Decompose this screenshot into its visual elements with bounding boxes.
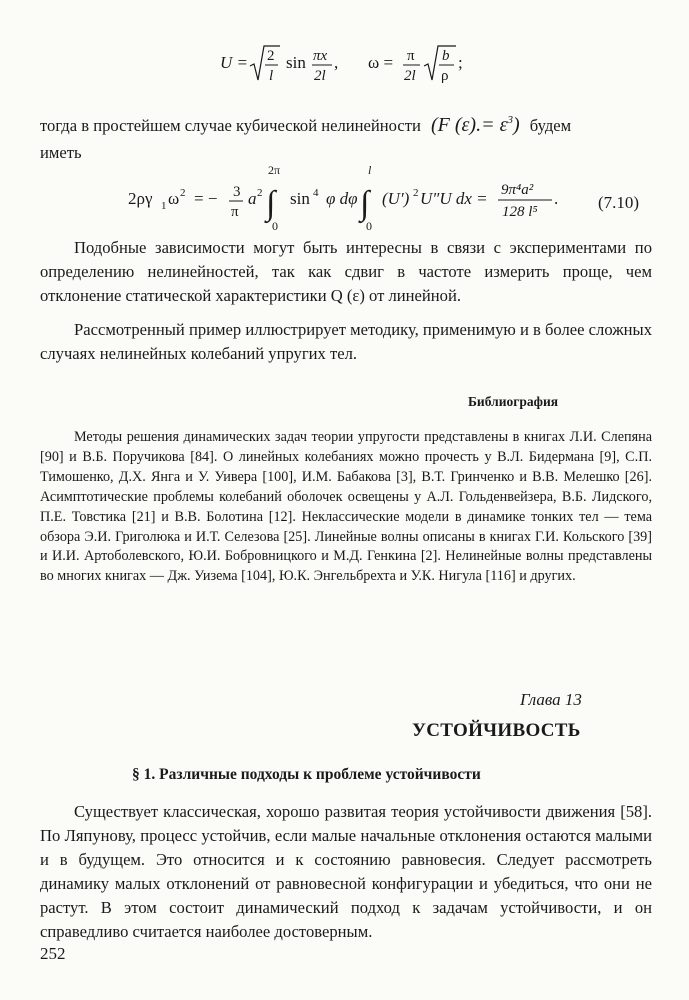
eq710-sin4: sin	[290, 189, 310, 208]
eq710-frac-den: π	[231, 204, 239, 220]
eq-comma: ,	[334, 53, 339, 72]
text-line-cubic	[40, 108, 652, 138]
paragraph-stability: Существует классическая, хорошо развитая теория устойчивости движения [58]. По Ляпунову, процесс устойчив, если малые начальные отклонения остаются малыми и в будущем. Это относится и к состоянию равновесия. Следует рассмотреть динамику малых отклонений от равновесной конфигурации и убедиться, что они не растут. В этом состоит динамический подход к задачам устойчивости, и он справедливо считается наиболее достоверным.	[40, 802, 652, 941]
text-line-imet: иметь	[40, 143, 82, 162]
eq710-a-sup: 2	[257, 187, 263, 199]
bibliography-heading: Библиография	[468, 394, 559, 409]
eq710-rhs-num: 9π⁴a²	[501, 182, 534, 198]
eq-frac2-num: π	[407, 48, 415, 64]
eq-semicolon: ;	[458, 53, 463, 72]
eq710-phi-dphi: φ dφ	[326, 189, 358, 208]
eq710-frac-num: 3	[233, 184, 241, 200]
eq710-sq: 2	[180, 187, 186, 199]
eq710-rhs-den: 128 l⁵	[502, 204, 538, 220]
equation-7-10	[120, 158, 660, 236]
page-number: 252	[40, 944, 66, 963]
eq-u-lhs: U =	[220, 53, 248, 72]
integral-sign: ∫	[266, 185, 276, 222]
eq-sqrt-den: l	[269, 68, 274, 84]
cubic-text-a: тогда в простейшем случае кубической нелинейности	[40, 116, 421, 135]
eq-frac1-num: πx	[313, 48, 328, 64]
eq710-integrand-sup: 2	[413, 187, 419, 199]
section-title: § 1. Различные подходы к проблеме устойчивости	[132, 766, 481, 783]
eq710-a: a	[248, 189, 257, 208]
eq710-number: (7.10)	[598, 193, 640, 212]
eq-omega-lhs: ω =	[368, 53, 394, 72]
sqrt-sign	[424, 46, 456, 80]
eq710-rhs-dot: .	[554, 189, 559, 208]
eq710-sin4-sup: 4	[313, 187, 319, 199]
eq710-integrand: (U′)	[382, 189, 410, 208]
eq710-left: 2ργ	[128, 189, 153, 208]
eq-frac2-den: 2l	[404, 68, 416, 84]
eq-frac1-den: 2l	[314, 68, 326, 84]
eq-sqrt-num: 2	[267, 48, 275, 64]
eq710-int1-upper: 2π	[268, 163, 281, 177]
bibliography-text: Методы решения динамических задач теории упругости представлены в книгах Л.И. Слепяна [90] и В.Б. Поручикова [84]. О линейных колебаниях можно прочесть у В.Л. Бидермана [9], С.П. Тимошенко, Д.Х. Янга и У. Уивера [100], И.М. Бабакова [3], В.Т. Гринченко и В.В. Мелешко [26]. Асимптотические проблемы колебаний оболочек освещены у А.Л. Гольденвейзера, В.Б. Лидского, П.Е. Товстика [21] и В.В. Болотина [12]. Неклассические модели в динамике тонких тел — тема обзора Э.И. Григолюка и И.Т. Селезова [25]. Линейные волны описаны в книгах Г.И. Кольского [39] и И.И. Артоболевского, Ю.И. Бобровницкого и М.Д. Генкина [2]. Нелинейные волны представлены во многих книгах — Дж. Уизема [104], Ю.К. Энгельбрехта и У.К. Нигула [116] и других.	[40, 429, 652, 585]
sqrt-sign	[250, 46, 280, 80]
chapter-title: УСТОЙЧИВОСТЬ	[412, 720, 581, 741]
cubic-text-b: будем	[529, 116, 572, 135]
eq710-integrand-rest: U″U dx =	[420, 189, 488, 208]
eq-sin: sin	[286, 53, 306, 72]
eq710-int2-lower: 0	[366, 219, 372, 233]
paragraph-dependencies: Подобные зависимости могут быть интересны в связи с экспериментами по определению нелинейностей, так как сдвиг в частоте измерить проще, чем отклонение статической характеристики Q (ε) от линейной.	[40, 238, 652, 305]
paragraph-example: Рассмотренный пример иллюстрирует методику, применимую и в более сложных случаях нелинейных колебаний упругих тел.	[40, 320, 652, 363]
eq710-sub1: 1	[161, 200, 167, 212]
eq710-int2-upper: l	[368, 163, 372, 177]
integral-sign: ∫	[360, 185, 370, 222]
top-equation	[200, 40, 500, 88]
chapter-label: Глава 13	[520, 690, 582, 709]
eq710-omega: ω	[168, 189, 180, 208]
cubic-paren: (F $(\varepsilon).= \varepsilon^3$)	[431, 114, 520, 136]
eq-sqrt2-den: ρ	[441, 68, 449, 84]
eq-sqrt2-num: b	[442, 48, 450, 64]
eq710-eq-minus: = −	[194, 189, 218, 208]
eq710-int1-lower: 0	[272, 219, 278, 233]
